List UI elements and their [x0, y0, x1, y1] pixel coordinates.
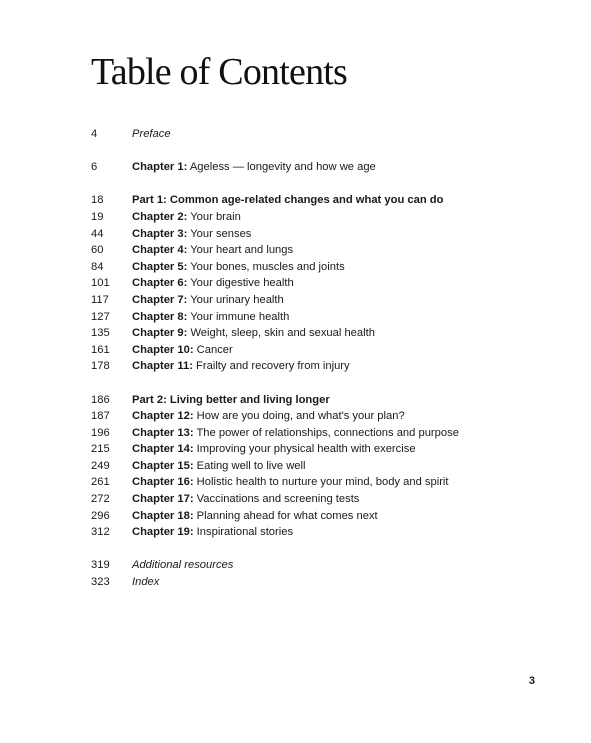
toc-row — [91, 508, 561, 525]
toc-entry-title — [132, 242, 293, 259]
toc-entry-title — [132, 325, 375, 342]
toc-row — [91, 524, 561, 541]
chapter-title: Your bones, muscles and joints — [190, 260, 345, 273]
toc-row — [91, 242, 561, 259]
chapter-prefix: Chapter 9: — [132, 327, 188, 340]
toc-page-number: 60 — [91, 244, 104, 257]
toc-row — [91, 342, 561, 359]
toc-entry-title — [132, 159, 376, 176]
chapter-prefix: Chapter 13: — [132, 426, 194, 439]
toc-entry-title — [132, 524, 293, 541]
chapter-prefix: Chapter 14: — [132, 443, 194, 456]
toc-row — [91, 458, 561, 475]
chapter-title: Eating well to live well — [196, 459, 306, 472]
chapter-title: Cancer — [196, 343, 233, 356]
page-number: 3 — [528, 675, 535, 687]
toc-row — [91, 574, 561, 591]
chapter-prefix: Chapter 18: — [132, 509, 194, 522]
toc-entry-title — [132, 458, 306, 475]
chapter-prefix: Chapter 16: — [132, 476, 194, 489]
chapter-title: Your brain — [190, 210, 241, 223]
toc-entry-title — [132, 342, 233, 359]
chapter-prefix: Chapter 12: — [132, 410, 194, 423]
toc-page-number: 18 — [91, 194, 104, 207]
toc-entry-title — [132, 441, 416, 458]
toc-row — [91, 441, 561, 458]
chapter-title: Vaccinations and screening tests — [196, 493, 360, 506]
toc-row — [91, 209, 561, 226]
toc-entry-title: Preface — [132, 128, 171, 140]
toc-page-number: 127 — [91, 310, 110, 323]
toc-row — [91, 275, 561, 292]
toc-row — [91, 392, 561, 409]
chapter-prefix: Chapter 8: — [132, 310, 188, 323]
chapter-title: Your immune health — [190, 310, 290, 323]
toc-entry-title — [132, 358, 350, 375]
toc-entry-title — [132, 309, 289, 326]
toc-entry-title: Index — [132, 576, 160, 589]
chapter-prefix: Chapter 5: — [132, 260, 188, 273]
toc-page-number: 117 — [91, 293, 109, 306]
part-title: Part 2: Living better and living longer — [132, 393, 330, 406]
toc-row — [91, 491, 561, 508]
toc-page-number: 319 — [91, 559, 110, 572]
toc-row — [91, 474, 561, 491]
toc-row — [91, 292, 561, 309]
toc-entry-title — [132, 474, 449, 491]
chapter-title: Inspirational stories — [196, 526, 294, 539]
chapter-prefix: Chapter 2: — [132, 210, 188, 223]
toc-page-number: 249 — [91, 459, 110, 472]
chapter-title: Your heart and lungs — [190, 244, 294, 257]
toc-entry-title — [132, 491, 359, 508]
toc-page-number: 4 — [91, 128, 98, 140]
toc-entry-title — [132, 425, 459, 442]
chapter-prefix: Chapter 15: — [132, 459, 194, 472]
toc-row — [91, 325, 561, 342]
chapter-title: Frailty and recovery from injury — [196, 360, 350, 373]
chapter-title: Your digestive health — [190, 277, 294, 290]
toc-entry-title — [132, 209, 241, 226]
toc-entry-title — [132, 275, 294, 292]
toc-row — [91, 408, 561, 425]
chapter-prefix: Chapter 4: — [132, 244, 188, 257]
toc-entry-title — [132, 226, 251, 243]
toc-page-number: 19 — [91, 210, 104, 223]
toc-page-number: 323 — [91, 576, 110, 589]
table-of-contents — [91, 126, 561, 591]
toc-entry-title — [132, 292, 284, 309]
toc-page-number: 196 — [91, 426, 110, 439]
chapter-title: Ageless — longevity and how we age — [189, 161, 376, 174]
chapter-prefix: Chapter 17: — [132, 493, 194, 506]
toc-entry-title — [132, 408, 405, 425]
toc-row — [91, 309, 561, 326]
toc-page-number: 135 — [91, 327, 110, 340]
chapter-title: Weight, sleep, skin and sexual health — [190, 327, 375, 340]
toc-page-number: 312 — [91, 526, 110, 539]
toc-page-number: 161 — [91, 343, 110, 356]
toc-row — [91, 425, 561, 442]
chapter-title: Improving your physical health with exercise — [196, 443, 416, 456]
toc-entry-title: Additional resources — [132, 559, 234, 572]
chapter-title: How are you doing, and what's your plan? — [196, 410, 405, 423]
toc-page-number: 84 — [91, 260, 104, 273]
toc-page-number: 296 — [91, 509, 110, 522]
toc-page-number: 261 — [91, 476, 110, 489]
chapter-prefix: Chapter 6: — [132, 277, 188, 290]
toc-page-number: 187 — [91, 410, 110, 423]
toc-page-number: 178 — [91, 360, 110, 373]
chapter-title: Your senses — [190, 227, 252, 240]
toc-row — [91, 557, 561, 574]
toc-page-number: 44 — [91, 227, 104, 240]
toc-row — [91, 159, 561, 176]
chapter-prefix: Chapter 19: — [132, 526, 194, 539]
chapter-title: Your urinary health — [190, 293, 284, 306]
part-title: Part 1: Common age-related changes and what you can do — [132, 194, 444, 207]
toc-page-number: 272 — [91, 493, 110, 506]
chapter-title: Holistic health to nurture your mind, body and spirit — [196, 476, 449, 489]
toc-row — [91, 226, 561, 243]
toc-entry-title — [132, 259, 345, 276]
page-title: Table of Contents — [91, 51, 348, 93]
toc-row — [91, 358, 561, 375]
toc-entry-title — [132, 508, 378, 525]
chapter-prefix: Chapter 11: — [132, 360, 193, 373]
chapter-prefix: Chapter 3: — [132, 227, 188, 240]
toc-page-number: 186 — [91, 393, 110, 406]
toc-page-number: 101 — [91, 277, 110, 290]
chapter-title: The power of relationships, connections and purpose — [196, 426, 459, 439]
chapter-prefix: Chapter 1: — [132, 161, 188, 174]
chapter-prefix: Chapter 7: — [132, 293, 188, 306]
toc-page-number: 215 — [91, 443, 110, 456]
chapter-prefix: Chapter 10: — [132, 343, 194, 356]
toc-row — [91, 192, 561, 209]
toc-page-number: 6 — [91, 161, 98, 174]
chapter-title: Planning ahead for what comes next — [196, 509, 378, 522]
toc-row — [91, 259, 561, 276]
toc-row — [91, 126, 561, 143]
